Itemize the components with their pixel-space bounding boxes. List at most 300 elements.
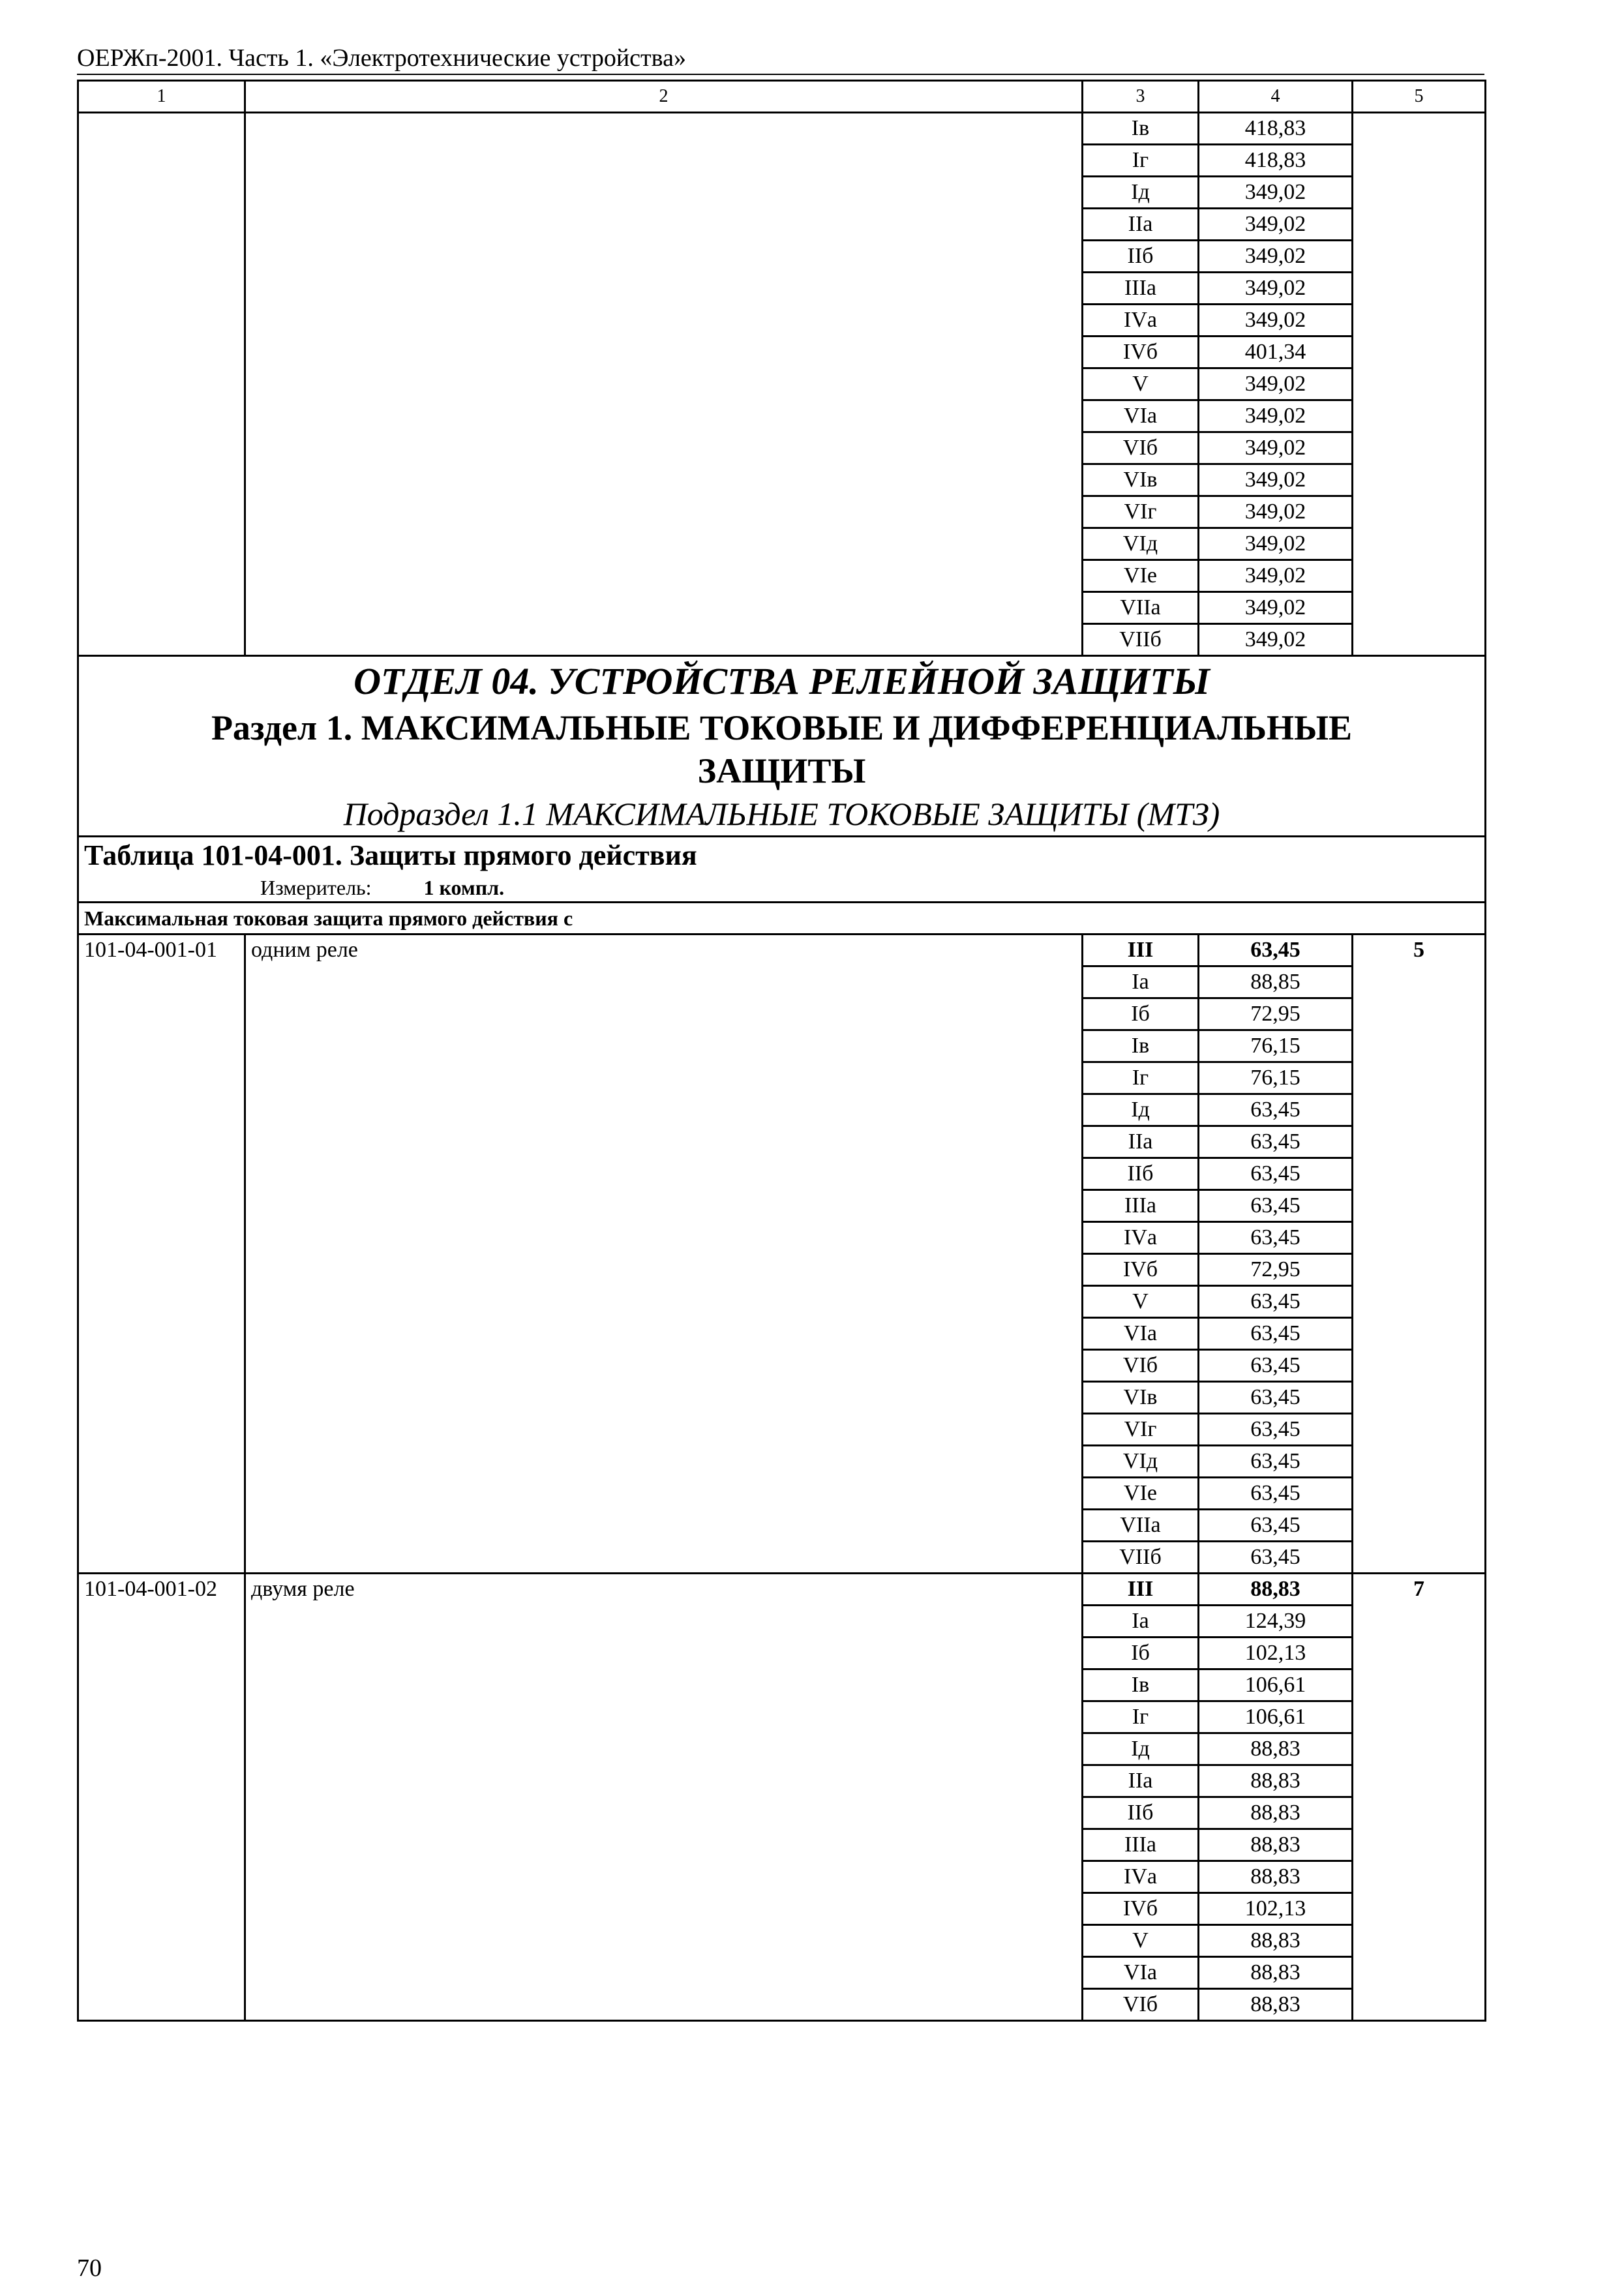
value-cell: 63,45: [1199, 1414, 1353, 1446]
item-code: [78, 1414, 245, 1446]
item-code: [78, 1669, 245, 1701]
value-cell: 72,95: [1199, 998, 1353, 1030]
col5-cell: [1353, 1350, 1486, 1382]
item-name: [245, 1254, 1083, 1286]
col5-cell: [1353, 241, 1486, 273]
value-cell: 349,02: [1199, 368, 1353, 400]
table-row: [78, 1765, 1486, 1797]
value-cell: 63,45: [1199, 1190, 1353, 1222]
zone-cell: IIа: [1083, 209, 1199, 241]
table-title-cell: [78, 837, 1486, 903]
item-name: [245, 368, 1083, 400]
item-name: одним реле: [245, 935, 1083, 966]
value-cell: 88,83: [1199, 1797, 1353, 1829]
col5-cell: [1353, 273, 1486, 305]
table-row: [78, 241, 1486, 273]
item-name: [245, 1957, 1083, 1989]
item-name: [245, 209, 1083, 241]
col5-cell: [1353, 1861, 1486, 1893]
table-body: [78, 81, 1486, 2021]
value-cell: 88,85: [1199, 966, 1353, 998]
zone-cell: Iб: [1083, 1638, 1199, 1669]
col5-cell: [1353, 113, 1486, 145]
zone-cell: IIIа: [1083, 273, 1199, 305]
zone-cell: IVб: [1083, 337, 1199, 368]
item-name: [245, 464, 1083, 496]
col5-cell: [1353, 1446, 1486, 1478]
value-cell: 349,02: [1199, 464, 1353, 496]
table-row: [78, 1158, 1486, 1190]
item-code: [78, 1094, 245, 1126]
group-title-row: [78, 903, 1486, 935]
col5-cell: [1353, 1158, 1486, 1190]
col5-cell: [1353, 337, 1486, 368]
table-row: [78, 1510, 1486, 1542]
col5-cell: [1353, 1190, 1486, 1222]
table-row: [78, 1190, 1486, 1222]
item-code: [78, 1861, 245, 1893]
table-row: [78, 177, 1486, 209]
zone-cell: Iг: [1083, 1062, 1199, 1094]
col5-cell: [1353, 1638, 1486, 1669]
value-cell: 63,45: [1199, 1094, 1353, 1126]
table-row: [78, 496, 1486, 528]
value-cell: 72,95: [1199, 1254, 1353, 1286]
item-name: [245, 241, 1083, 273]
col5-cell: 5: [1353, 935, 1486, 966]
table-row: [78, 337, 1486, 368]
item-code: [78, 1382, 245, 1414]
item-code: [78, 1126, 245, 1158]
table-row: [78, 400, 1486, 432]
col5-cell: [1353, 1893, 1486, 1925]
table-row: [78, 1606, 1486, 1638]
value-cell: 88,83: [1199, 1989, 1353, 2021]
item-name: [245, 592, 1083, 624]
value-cell: 63,45: [1199, 1446, 1353, 1478]
col5-cell: [1353, 145, 1486, 177]
header-rule: [77, 74, 1484, 75]
item-name: [245, 113, 1083, 145]
value-cell: 88,83: [1199, 1574, 1353, 1606]
table-row: [78, 1797, 1486, 1829]
item-name: [245, 560, 1083, 592]
zone-cell: VIб: [1083, 1350, 1199, 1382]
value-cell: 349,02: [1199, 592, 1353, 624]
zone-cell: IVа: [1083, 1861, 1199, 1893]
table-row: [78, 1638, 1486, 1669]
table-row: [78, 464, 1486, 496]
col5-cell: [1353, 1765, 1486, 1797]
col5-cell: [1353, 177, 1486, 209]
value-cell: 63,45: [1199, 935, 1353, 966]
value-cell: 349,02: [1199, 432, 1353, 464]
item-name: [245, 400, 1083, 432]
table-row: [78, 1829, 1486, 1861]
table-row: [78, 209, 1486, 241]
item-code: [78, 1254, 245, 1286]
page-number: 70: [77, 2254, 102, 2282]
col5-cell: [1353, 998, 1486, 1030]
item-code: [78, 305, 245, 337]
zone-cell: VIIа: [1083, 1510, 1199, 1542]
item-name: [245, 1222, 1083, 1254]
table-row: [78, 145, 1486, 177]
value-cell: 63,45: [1199, 1318, 1353, 1350]
section-heading-cell: [78, 656, 1486, 837]
value-cell: 349,02: [1199, 209, 1353, 241]
item-code: 101-04-001-01: [78, 935, 245, 966]
zone-cell: Iд: [1083, 1094, 1199, 1126]
value-cell: 63,45: [1199, 1350, 1353, 1382]
zone-cell: IIIа: [1083, 1829, 1199, 1861]
value-cell: 349,02: [1199, 273, 1353, 305]
group-title: Максимальная токовая защита прямого действия с: [78, 903, 1486, 935]
item-name: [245, 1030, 1083, 1062]
zone-cell: VIIб: [1083, 1542, 1199, 1574]
item-name: [245, 1701, 1083, 1733]
item-code: [78, 1638, 245, 1669]
value-cell: 88,83: [1199, 1733, 1353, 1765]
table-row: [78, 1733, 1486, 1765]
item-name: [245, 1382, 1083, 1414]
item-name: [245, 1989, 1083, 2021]
value-cell: 63,45: [1199, 1222, 1353, 1254]
value-cell: 106,61: [1199, 1701, 1353, 1733]
item-name: [245, 1669, 1083, 1701]
zone-cell: VIд: [1083, 1446, 1199, 1478]
item-code: [78, 337, 245, 368]
zone-cell: VIе: [1083, 1478, 1199, 1510]
value-cell: 349,02: [1199, 560, 1353, 592]
item-code: [78, 1542, 245, 1574]
zone-cell: IIIа: [1083, 1190, 1199, 1222]
col5-cell: [1353, 368, 1486, 400]
value-cell: 102,13: [1199, 1638, 1353, 1669]
item-code: [78, 560, 245, 592]
value-cell: 63,45: [1199, 1286, 1353, 1318]
table-row: [78, 966, 1486, 998]
zone-cell: IIб: [1083, 1797, 1199, 1829]
item-code: [78, 998, 245, 1030]
col5-cell: [1353, 305, 1486, 337]
item-name: [245, 1318, 1083, 1350]
col5-cell: [1353, 1478, 1486, 1510]
item-name: [245, 305, 1083, 337]
table-row: [78, 1382, 1486, 1414]
table-row: [78, 273, 1486, 305]
measure-line: [260, 874, 1479, 901]
table-row: [78, 1254, 1486, 1286]
table-row: [78, 1350, 1486, 1382]
col5-cell: 7: [1353, 1574, 1486, 1606]
value-cell: 401,34: [1199, 337, 1353, 368]
zone-cell: Iа: [1083, 966, 1199, 998]
table-row: [78, 1574, 1486, 1606]
zone-cell: IIб: [1083, 241, 1199, 273]
page-header: ОЕРЖп-2001. Часть 1. «Электротехнические устройства»: [77, 44, 686, 72]
item-code: [78, 145, 245, 177]
item-name: двумя реле: [245, 1574, 1083, 1606]
zone-cell: Iд: [1083, 177, 1199, 209]
zone-cell: IVа: [1083, 305, 1199, 337]
zone-cell: IVб: [1083, 1893, 1199, 1925]
razdel-title: Раздел 1. МАКСИМАЛЬНЫЕ ТОКОВЫЕ И ДИФФЕРЕНЦИАЛЬНЫЕ: [211, 708, 1353, 747]
col5-cell: [1353, 432, 1486, 464]
item-name: [245, 1925, 1083, 1957]
table-row: [78, 1925, 1486, 1957]
table-row: [78, 1126, 1486, 1158]
table-row: [78, 1861, 1486, 1893]
item-code: [78, 241, 245, 273]
table-row: [78, 1094, 1486, 1126]
value-cell: 349,02: [1199, 305, 1353, 337]
col5-cell: [1353, 1989, 1486, 2021]
col5-cell: [1353, 1126, 1486, 1158]
value-cell: 88,83: [1199, 1957, 1353, 1989]
item-name: [245, 1414, 1083, 1446]
value-cell: 349,02: [1199, 528, 1353, 560]
item-name: [245, 1893, 1083, 1925]
item-code: [78, 1606, 245, 1638]
col5-cell: [1353, 464, 1486, 496]
podrazdel-title: Подраздел 1.1 МАКСИМАЛЬНЫЕ ТОКОВЫЕ ЗАЩИТЫ (МТЗ): [343, 796, 1220, 832]
col5-cell: [1353, 1669, 1486, 1701]
value-cell: 88,83: [1199, 1861, 1353, 1893]
item-code: [78, 368, 245, 400]
item-name: [245, 624, 1083, 656]
item-name: [245, 1062, 1083, 1094]
table-row: [78, 113, 1486, 145]
col5-cell: [1353, 560, 1486, 592]
table-row: [78, 1414, 1486, 1446]
item-name: [245, 1542, 1083, 1574]
value-cell: 63,45: [1199, 1542, 1353, 1574]
zone-cell: III: [1083, 1574, 1199, 1606]
item-name: [245, 1286, 1083, 1318]
value-cell: 124,39: [1199, 1606, 1353, 1638]
value-cell: 106,61: [1199, 1669, 1353, 1701]
item-code: [78, 273, 245, 305]
zone-cell: VIв: [1083, 1382, 1199, 1414]
item-name: [245, 1350, 1083, 1382]
measure-unit: 1 компл.: [423, 876, 505, 899]
item-name: [245, 1510, 1083, 1542]
item-code: [78, 1925, 245, 1957]
table-row: [78, 592, 1486, 624]
item-code: [78, 1989, 245, 2021]
value-cell: 76,15: [1199, 1062, 1353, 1094]
zone-cell: VIа: [1083, 400, 1199, 432]
table-row: [78, 998, 1486, 1030]
item-code: [78, 432, 245, 464]
value-cell: 63,45: [1199, 1126, 1353, 1158]
zone-cell: Iд: [1083, 1733, 1199, 1765]
table-row: [78, 1286, 1486, 1318]
value-cell: 418,83: [1199, 113, 1353, 145]
value-cell: 349,02: [1199, 177, 1353, 209]
zone-cell: Iг: [1083, 1701, 1199, 1733]
col5-cell: [1353, 1925, 1486, 1957]
col5-cell: [1353, 1030, 1486, 1062]
table-row: [78, 1062, 1486, 1094]
razdel-title-continued: ЗАЩИТЫ: [697, 751, 866, 790]
zone-cell: VIб: [1083, 432, 1199, 464]
item-name: [245, 1126, 1083, 1158]
zone-cell: Iв: [1083, 113, 1199, 145]
col5-cell: [1353, 1797, 1486, 1829]
value-cell: 418,83: [1199, 145, 1353, 177]
zone-cell: VIг: [1083, 496, 1199, 528]
zone-cell: VIв: [1083, 464, 1199, 496]
table-row: [78, 1030, 1486, 1062]
otdel-title: ОТДЕЛ 04. УСТРОЙСТВА РЕЛЕЙНОЙ ЗАЩИТЫ: [353, 660, 1210, 702]
value-cell: 349,02: [1199, 496, 1353, 528]
item-code: [78, 966, 245, 998]
item-code: [78, 1190, 245, 1222]
value-cell: 349,02: [1199, 400, 1353, 432]
item-name: [245, 1829, 1083, 1861]
column-number: 4: [1199, 81, 1353, 113]
column-number-row: [78, 81, 1486, 113]
col5-cell: [1353, 1957, 1486, 1989]
item-code: [78, 1350, 245, 1382]
norms-table: [77, 80, 1486, 2022]
value-cell: 349,02: [1199, 241, 1353, 273]
measure-label: Измеритель:: [260, 876, 372, 899]
item-code: [78, 1957, 245, 1989]
item-code: [78, 1062, 245, 1094]
col5-cell: [1353, 1829, 1486, 1861]
col5-cell: [1353, 209, 1486, 241]
item-code: [78, 1446, 245, 1478]
item-code: [78, 1893, 245, 1925]
zone-cell: VIб: [1083, 1989, 1199, 2021]
table-row: [78, 528, 1486, 560]
item-name: [245, 1733, 1083, 1765]
zone-cell: Iв: [1083, 1030, 1199, 1062]
col5-cell: [1353, 1062, 1486, 1094]
item-code: [78, 1030, 245, 1062]
zone-cell: VIа: [1083, 1957, 1199, 1989]
col5-cell: [1353, 1318, 1486, 1350]
zone-cell: IVа: [1083, 1222, 1199, 1254]
item-name: [245, 1765, 1083, 1797]
zone-cell: V: [1083, 368, 1199, 400]
item-name: [245, 1606, 1083, 1638]
zone-cell: Iв: [1083, 1669, 1199, 1701]
table-row: [78, 1957, 1486, 1989]
item-code: [78, 1510, 245, 1542]
item-name: [245, 273, 1083, 305]
item-code: [78, 1701, 245, 1733]
col5-cell: [1353, 966, 1486, 998]
col5-cell: [1353, 1254, 1486, 1286]
item-code: [78, 209, 245, 241]
item-code: [78, 1733, 245, 1765]
col5-cell: [1353, 528, 1486, 560]
col5-cell: [1353, 1510, 1486, 1542]
table-title: Таблица 101-04-001. Защиты прямого действия: [84, 839, 697, 871]
item-code: [78, 592, 245, 624]
zone-cell: Iб: [1083, 998, 1199, 1030]
item-name: [245, 1638, 1083, 1669]
item-code: [78, 624, 245, 656]
item-name: [245, 1478, 1083, 1510]
item-code: [78, 1158, 245, 1190]
column-number: 1: [78, 81, 245, 113]
zone-cell: VIIа: [1083, 592, 1199, 624]
zone-cell: IIа: [1083, 1765, 1199, 1797]
item-code: [78, 1478, 245, 1510]
value-cell: 88,83: [1199, 1765, 1353, 1797]
col5-cell: [1353, 592, 1486, 624]
item-name: [245, 528, 1083, 560]
table-row: [78, 368, 1486, 400]
table-row: [78, 935, 1486, 966]
col5-cell: [1353, 400, 1486, 432]
zone-cell: VIIб: [1083, 624, 1199, 656]
column-number: 3: [1083, 81, 1199, 113]
item-name: [245, 432, 1083, 464]
value-cell: 63,45: [1199, 1510, 1353, 1542]
zone-cell: VIа: [1083, 1318, 1199, 1350]
table-row: [78, 1446, 1486, 1478]
zone-cell: VIг: [1083, 1414, 1199, 1446]
col5-cell: [1353, 1382, 1486, 1414]
col5-cell: [1353, 1094, 1486, 1126]
item-name: [245, 1190, 1083, 1222]
col5-cell: [1353, 496, 1486, 528]
value-cell: 102,13: [1199, 1893, 1353, 1925]
value-cell: 88,83: [1199, 1829, 1353, 1861]
item-code: [78, 1765, 245, 1797]
value-cell: 76,15: [1199, 1030, 1353, 1062]
col5-cell: [1353, 1542, 1486, 1574]
item-name: [245, 145, 1083, 177]
zone-cell: Iг: [1083, 145, 1199, 177]
value-cell: 63,45: [1199, 1382, 1353, 1414]
item-code: [78, 177, 245, 209]
item-name: [245, 496, 1083, 528]
value-cell: 63,45: [1199, 1478, 1353, 1510]
zone-cell: V: [1083, 1286, 1199, 1318]
table-row: [78, 1222, 1486, 1254]
zone-cell: III: [1083, 935, 1199, 966]
item-code: [78, 464, 245, 496]
table-row: [78, 1669, 1486, 1701]
col5-cell: [1353, 1286, 1486, 1318]
item-code: [78, 528, 245, 560]
zone-cell: IVб: [1083, 1254, 1199, 1286]
item-name: [245, 337, 1083, 368]
item-code: 101-04-001-02: [78, 1574, 245, 1606]
table-row: [78, 1478, 1486, 1510]
item-name: [245, 1158, 1083, 1190]
table-row: [78, 1989, 1486, 2021]
table-title-row: [78, 837, 1486, 903]
item-code: [78, 1318, 245, 1350]
col5-cell: [1353, 1414, 1486, 1446]
table-row: [78, 1701, 1486, 1733]
item-code: [78, 1829, 245, 1861]
col5-cell: [1353, 1701, 1486, 1733]
item-name: [245, 1797, 1083, 1829]
value-cell: 349,02: [1199, 624, 1353, 656]
col5-cell: [1353, 1222, 1486, 1254]
table-row: [78, 432, 1486, 464]
col5-cell: [1353, 1733, 1486, 1765]
